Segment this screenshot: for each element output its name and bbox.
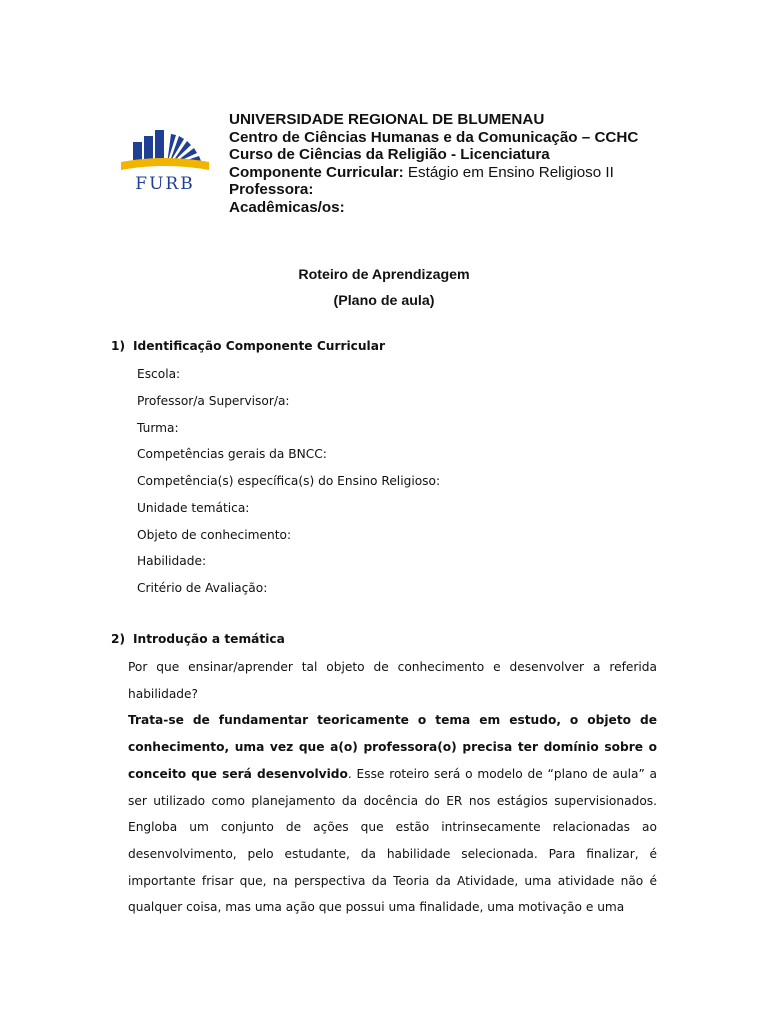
field-turma: Turma: <box>137 420 179 435</box>
teacher-label: Professora: <box>229 181 314 198</box>
section-1-number: 1) <box>111 339 126 353</box>
title-line-1: Roteiro de Aprendizagem <box>298 267 470 283</box>
section-2-number: 2) <box>111 632 126 646</box>
field-unidade-tematica: Unidade temática: <box>137 500 250 515</box>
component-value: Estágio em Ensino Religioso II <box>403 163 614 181</box>
field-competencias-bncc: Competências gerais da BNCC: <box>137 447 327 462</box>
identification-fields <box>137 364 440 605</box>
field-habilidade: Habilidade: <box>137 554 207 569</box>
section-2-rest-text: . Esse roteiro será o modelo de “plano de aula” a ser utilizado como planejamento da docência do ER nos estágios supervisionados. Engloba um conjunto de ações que estão intrinsecamente relacionadas ao desenvolvimento, pelo estudante, da habilidade selecionada. Para finalizar, é importante frisar que, na perspectiva da Teoria da Atividade, uma atividade não é qualquer coisa, mas uma ação que possui uma finalidade, uma motivação e uma <box>128 766 657 915</box>
title-line-2: (Plano de aula) <box>333 293 435 309</box>
component-line <box>229 164 699 182</box>
course-name: Curso de Ciências da Religião - Licenciatura <box>229 146 550 163</box>
document-title <box>0 262 768 314</box>
document-header <box>229 111 699 216</box>
university-name: UNIVERSIDADE REGIONAL DE BLUMENAU <box>229 111 545 128</box>
section-2-bold-text: Trata-se de fundamentar teoricamente o tema em estudo, o objeto de conhecimento, uma vez que a(o) professora(o) precisa ter domínio sobre o conceito que será desenvolvido <box>128 713 657 781</box>
logo-text: FURB <box>135 174 195 194</box>
center-name: Centro de Ciências Humanas e da Comunicação – CCHC <box>229 128 639 146</box>
component-label: Componente Curricular: <box>229 163 404 181</box>
field-objeto-conhecimento: Objeto de conhecimento: <box>137 527 292 542</box>
field-criterio-avaliacao: Critério de Avaliação: <box>137 581 268 595</box>
section-1-heading <box>111 339 385 353</box>
students-label: Acadêmicas/os: <box>229 198 345 216</box>
section-2-title: Introdução a temática <box>133 632 285 646</box>
section-1-title: Identificação Componente Curricular <box>133 339 385 353</box>
section-2-question: Por que ensinar/aprender tal objeto de conhecimento e desenvolver a referida habilidade? <box>128 660 657 701</box>
field-supervisor: Professor/a Supervisor/a: <box>137 393 290 408</box>
section-2-body <box>128 654 657 921</box>
field-escola: Escola: <box>137 367 181 381</box>
section-2-heading <box>111 632 285 646</box>
field-competencias-especificas: Competência(s) específica(s) do Ensino Religioso: <box>137 474 441 488</box>
furb-logo <box>117 128 213 194</box>
section-2-paragraph <box>128 707 657 921</box>
